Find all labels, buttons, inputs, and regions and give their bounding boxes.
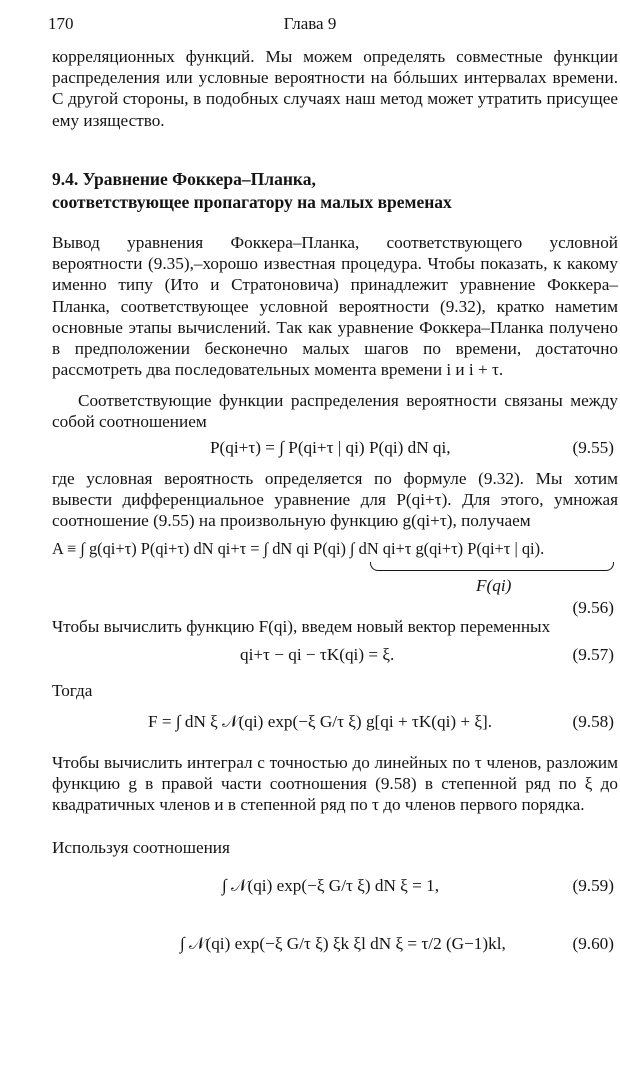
- page-number: 170: [48, 14, 74, 33]
- chapter-header: Глава 9: [283, 14, 337, 33]
- paragraph-new-vector: Чтобы вычислить функцию F(qi), введем новый вектор переменных: [52, 617, 551, 636]
- paragraph-expansion: Чтобы вычислить интеграл с точностью до линейных по τ членов, разложим функцию g в правой части соотношения (9.58) в степенной ряд по ξ до квадратичных членов и в степенной ряд по τ до членов первого порядка.: [52, 753, 618, 815]
- equation-number-9-56: (9.56): [572, 598, 614, 617]
- paragraph-then: Тогда: [52, 681, 93, 700]
- paragraph-derivation: Вывод уравнения Фоккера–Планка, соответствующего условной вероятности (9.35),–хорошо известная процедура. Чтобы показать, к какому именно типу (Ито и Стратоновича) принадлежит уравнение Фоккера–Планка, соответствующее условной вероятности (9.32), кратко наметим основные этапы вычислений. Так как уравнение Фоккера–Планка получено в предположении бесконечно малых шагов по времени, достаточно рассмотреть два последовательных момента времени i и i + τ.: [52, 233, 618, 380]
- equation-9-56: A ≡ ∫ g(qi+τ) P(qi+τ) dN qi+τ = ∫ dN qi P(qi) ∫ dN qi+τ g(qi+τ) P(qi+τ | qi).: [52, 539, 545, 558]
- equation-9-57: qi+τ − qi − τK(qi) = ξ.: [240, 645, 395, 664]
- equation-number-9-58: (9.58): [572, 712, 614, 731]
- section-title-line-2: соответствующее пропагатору на малых временах: [52, 192, 452, 212]
- equation-9-59: ∫ 𝒩(qi) exp(−ξ G/τ ξ) dN ξ = 1,: [222, 876, 439, 895]
- equation-number-9-55: (9.55): [572, 438, 614, 457]
- section-title-line-1: 9.4. Уравнение Фоккера–Планка,: [52, 169, 316, 189]
- equation-number-9-59: (9.59): [572, 876, 614, 895]
- underbrace-label: F(qi): [476, 576, 512, 595]
- equation-9-58: F = ∫ dN ξ 𝒩(qi) exp(−ξ G/τ ξ) g[qi + τK(qi) + ξ].: [148, 712, 493, 731]
- equation-9-55: P(qi+τ) = ∫ P(qi+τ | qi) P(qi) dN qi,: [210, 438, 451, 457]
- paragraph-conditional: где условная вероятность определяется по формуле (9.32). Мы хотим вывести дифференциальное уравнение для P(qi+τ). Для этого, умножая соотношение (9.55) на произвольную функцию g(qi+τ), получаем: [52, 469, 618, 531]
- equation-number-9-60: (9.60): [572, 934, 614, 953]
- underbrace: [370, 562, 614, 571]
- equation-number-9-57: (9.57): [572, 645, 614, 664]
- equation-9-60: ∫ 𝒩(qi) exp(−ξ G/τ ξ) ξk ξl dN ξ = τ/2 (G−1)kl,: [180, 934, 506, 953]
- paragraph-using: Используя соотношения: [52, 838, 230, 857]
- paragraph-distribution: Соответствующие функции распределения вероятности связаны между собой соотношением: [52, 391, 618, 432]
- intro-paragraph: корреляционных функций. Мы можем определять совместные функции распределения или условные вероятности на бóльших интервалах времени. С другой стороны, в подобных случаях наш метод может утратить присущее ему изящество.: [52, 47, 618, 130]
